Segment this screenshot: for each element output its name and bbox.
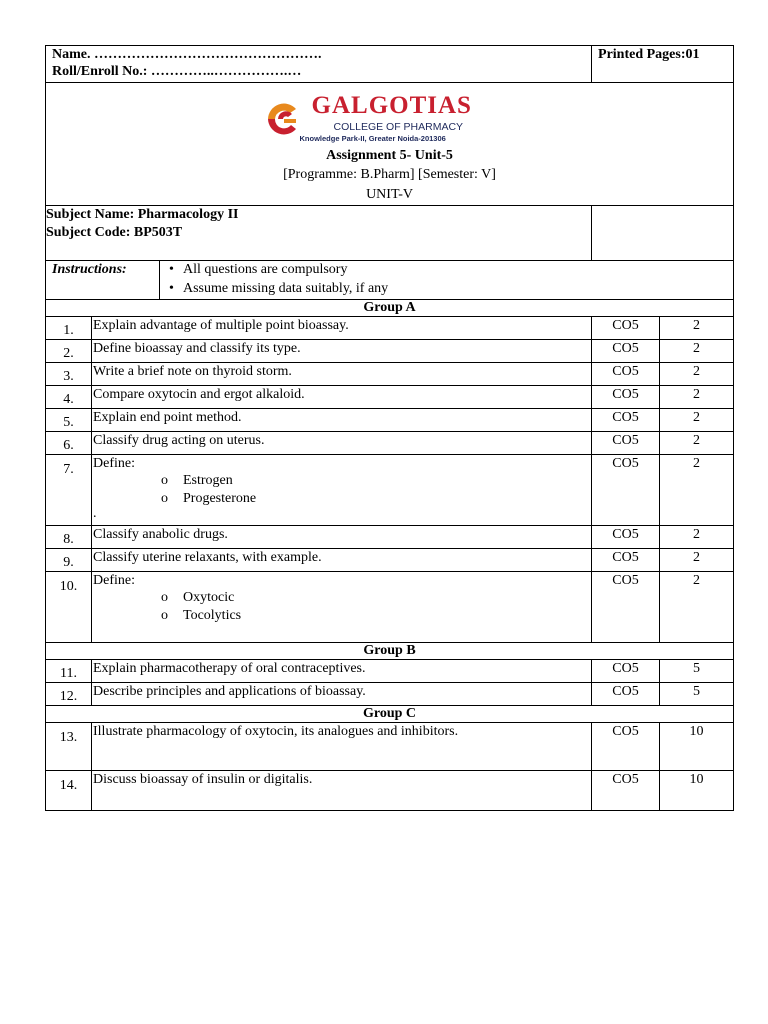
question-number: 7. [46, 455, 92, 526]
question-number: 5. [46, 409, 92, 432]
roll-line: Roll/Enroll No.: …………..…………….… [52, 64, 302, 79]
question-text [92, 660, 592, 683]
programme-line: [Programme: B.Pharm] [Semester: V] [283, 167, 496, 182]
marks: 2 [660, 432, 734, 455]
sub-list [93, 472, 590, 508]
marks: 5 [660, 660, 734, 683]
subject-name: Subject Name: Pharmacology II [46, 207, 239, 222]
question-number: 10. [46, 572, 92, 643]
instructions-row [46, 261, 734, 300]
question-row [46, 455, 734, 526]
sub-item-text: Oxytocic [183, 590, 235, 605]
subject-info [46, 206, 592, 261]
question-row [46, 683, 734, 706]
assignment-title: Assignment 5- Unit-5 [326, 148, 453, 163]
course-outcome: CO5 [592, 526, 660, 549]
sub-item [161, 607, 590, 625]
trailing-mark [93, 625, 590, 642]
question-text-line: Write a brief note on thyroid storm. [93, 364, 292, 379]
assignment-table [45, 45, 734, 811]
course-outcome: CO5 [592, 771, 660, 811]
question-row [46, 526, 734, 549]
question-text [92, 317, 592, 340]
marks: 2 [660, 386, 734, 409]
question-text [92, 526, 592, 549]
question-text [92, 771, 592, 811]
instructions-label: Instructions: [46, 261, 160, 300]
marks: 2 [660, 340, 734, 363]
question-text-line: Define: [93, 456, 135, 471]
question-text-line: Explain end point method. [93, 410, 242, 425]
question-row [46, 340, 734, 363]
group-header-row [46, 706, 734, 723]
question-text [92, 432, 592, 455]
marks: 2 [660, 409, 734, 432]
question-text [92, 386, 592, 409]
instructions-list [161, 261, 732, 299]
question-text-line: Compare oxytocin and ergot alkaloid. [93, 387, 305, 402]
student-info [46, 46, 592, 83]
question-row [46, 317, 734, 340]
course-outcome: CO5 [592, 723, 660, 771]
marks: 2 [660, 363, 734, 386]
question-text-line: Illustrate pharmacology of oxytocin, its analogues and inhibitors. [93, 724, 459, 739]
marks: 2 [660, 549, 734, 572]
logo-address: Knowledge Park-II, Greater Noida-201306 [299, 134, 446, 143]
course-outcome: CO5 [592, 340, 660, 363]
question-row [46, 409, 734, 432]
question-row [46, 572, 734, 643]
question-text [92, 572, 592, 643]
question-text [92, 455, 592, 526]
question-text-line: Classify anabolic drugs. [93, 527, 228, 542]
title-block [46, 83, 734, 206]
course-outcome: CO5 [592, 363, 660, 386]
question-text-line: Explain advantage of multiple point bioassay. [93, 318, 349, 333]
question-row [46, 660, 734, 683]
sub-item [161, 589, 590, 607]
question-text [92, 363, 592, 386]
instruction-item: • Assume missing data suitably, if any [161, 280, 732, 299]
question-row [46, 363, 734, 386]
sub-item-text: Progesterone [183, 491, 257, 506]
question-row [46, 771, 734, 811]
header-row [46, 46, 734, 83]
question-text-line: Define bioassay and classify its type. [93, 341, 301, 356]
course-outcome: CO5 [592, 683, 660, 706]
question-row [46, 549, 734, 572]
sub-list [93, 589, 590, 625]
question-number: 3. [46, 363, 92, 386]
marks: 5 [660, 683, 734, 706]
marks: 10 [660, 771, 734, 811]
question-number: 13. [46, 723, 92, 771]
question-number: 6. [46, 432, 92, 455]
question-number: 1. [46, 317, 92, 340]
printed-pages: Printed Pages:01 [592, 46, 734, 83]
question-number: 11. [46, 660, 92, 683]
marks: 2 [660, 526, 734, 549]
question-text [92, 549, 592, 572]
logo-name: GALGOTIAS [311, 92, 472, 119]
question-number: 2. [46, 340, 92, 363]
course-outcome: CO5 [592, 317, 660, 340]
trailing-mark: . [93, 506, 97, 521]
assignment-sheet [45, 45, 733, 811]
course-outcome: CO5 [592, 432, 660, 455]
group-title: Group B [46, 643, 734, 660]
group-title: Group C [46, 706, 734, 723]
question-number: 4. [46, 386, 92, 409]
course-outcome: CO5 [592, 386, 660, 409]
question-row [46, 386, 734, 409]
question-text-line: Describe principles and applications of bioassay. [93, 684, 366, 699]
college-logo [264, 92, 516, 143]
bullet-o-icon: o [161, 491, 168, 506]
question-text-line: Discuss bioassay of insulin or digitalis. [93, 772, 313, 787]
marks: 10 [660, 723, 734, 771]
course-outcome: CO5 [592, 572, 660, 643]
sub-item-text: Estrogen [183, 473, 233, 488]
marks: 2 [660, 455, 734, 526]
marks: 2 [660, 317, 734, 340]
subject-code: Subject Code: BP503T [46, 225, 183, 240]
sub-item [161, 490, 590, 508]
unit-line: UNIT-V [366, 187, 413, 202]
course-outcome: CO5 [592, 409, 660, 432]
group-header-row [46, 300, 734, 317]
question-text [92, 683, 592, 706]
subject-row [46, 206, 734, 261]
group-title: Group A [46, 300, 734, 317]
question-text [92, 723, 592, 771]
question-text-line: Classify uterine relaxants, with example. [93, 550, 322, 565]
sub-item [161, 472, 590, 490]
course-outcome: CO5 [592, 455, 660, 526]
question-text-line: Classify drug acting on uterus. [93, 433, 265, 448]
sub-item-text: Tocolytics [183, 608, 242, 623]
question-number: 14. [46, 771, 92, 811]
question-text [92, 409, 592, 432]
title-row [46, 83, 734, 206]
bullet-o-icon: o [161, 608, 168, 623]
question-row [46, 723, 734, 771]
logo-subtitle: COLLEGE OF PHARMACY [333, 121, 464, 133]
subject-blank [592, 206, 734, 261]
question-text-line: Explain pharmacotherapy of oral contraceptives. [93, 661, 366, 676]
bullet-o-icon: o [161, 590, 168, 605]
question-number: 12. [46, 683, 92, 706]
question-text [92, 340, 592, 363]
question-row [46, 432, 734, 455]
question-text-line: Define: [93, 573, 135, 588]
question-number: 9. [46, 549, 92, 572]
instruction-item: • All questions are compulsory [161, 261, 732, 280]
instructions-list-cell [160, 261, 734, 300]
name-line: Name. …………………………………………. [52, 47, 322, 62]
course-outcome: CO5 [592, 549, 660, 572]
question-number: 8. [46, 526, 92, 549]
group-header-row [46, 643, 734, 660]
course-outcome: CO5 [592, 660, 660, 683]
marks: 2 [660, 572, 734, 643]
bullet-o-icon: o [161, 473, 168, 488]
